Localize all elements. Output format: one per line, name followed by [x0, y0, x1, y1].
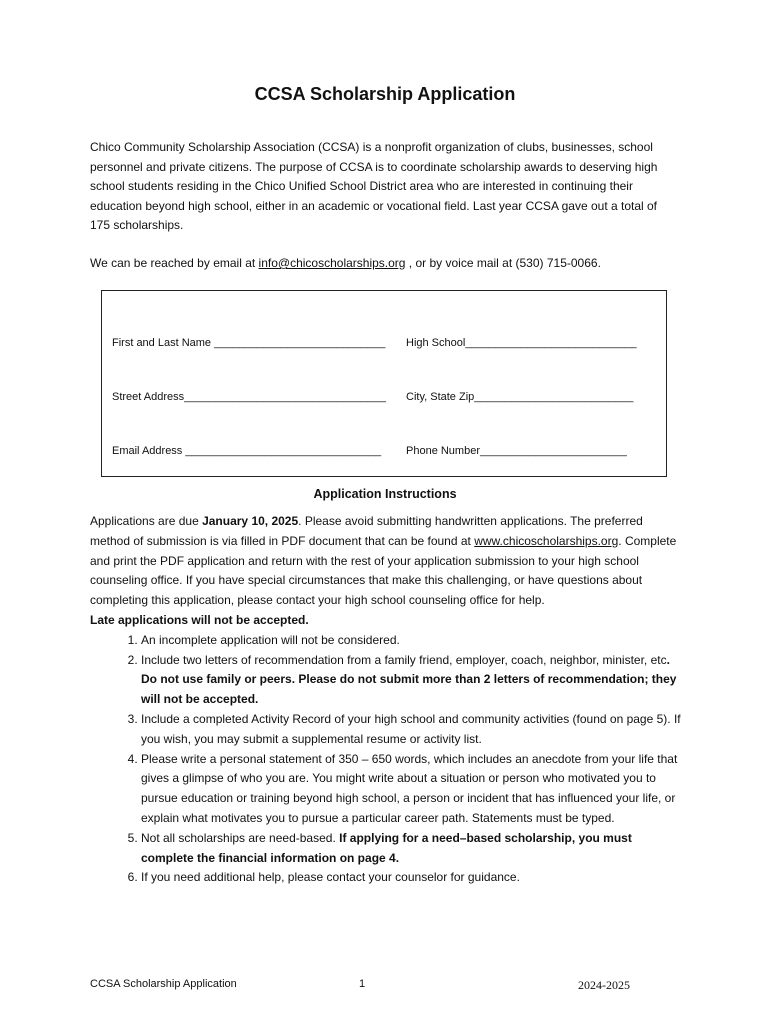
contact-paragraph [90, 254, 680, 272]
applicant-info-box [101, 290, 667, 477]
footer-year: 2024-2025 [578, 978, 630, 992]
item5-bold: If applying for a need–based scholarship, you must complete the financial information on page 4. [141, 830, 632, 865]
footer-page-number: 1 [359, 978, 366, 990]
email-address-field[interactable]: Email Address ________________________________ [112, 445, 382, 457]
item2-text: Include two letters of recommendation from a family friend, employer, coach, neighbor, minister, etc [141, 652, 667, 667]
list-item: 6. If you need additional help, please contact your counselor for guidance. [141, 868, 686, 888]
item2-bold: . Do not use family or peers. Please do not submit more than 2 letters of recommendation; they will not be accepted. [141, 652, 677, 707]
website-link[interactable]: www.chicoscholarships.org [474, 533, 619, 548]
list-item [141, 651, 686, 710]
list-item: 1. An incomplete application will not be considered. [141, 631, 686, 651]
list-item: 4. Please write a personal statement of 350 – 650 words, which includes an anecdote from your life that gives a glimpse of who you are. You might write about a situation or person who motivated you to pursue education or training beyond high school, a person or incident that has influenced your life, or explain what motivates you to pursue a particular career path. Statements must be typed. [141, 750, 686, 829]
instructions-body [90, 512, 686, 888]
email-link[interactable]: info@chicoscholarships.org [258, 256, 406, 270]
contact-suffix: , or by voice mail at (530) 715-0066. [405, 256, 601, 270]
late-notice-text: Late applications will not be accepted. [90, 612, 309, 627]
page-title: CCSA Scholarship Application [254, 84, 516, 104]
name-field[interactable]: First and Last Name ____________________________ [112, 337, 386, 349]
contact-prefix: We can be reached by email at [90, 256, 259, 270]
list-item [141, 829, 686, 869]
city-state-zip-field[interactable]: City, State Zip__________________________ [406, 391, 634, 403]
list-item: 3. Include a completed Activity Record of your high school and community activities (found on page 5). If you wish, you may submit a supplemental resume or activity list. [141, 710, 686, 750]
footer-title: CCSA Scholarship Application [90, 978, 237, 990]
intro-paragraph: Chico Community Scholarship Association (CCSA) is a nonprofit organization of clubs, businesses, school personnel and private citizens. The purpose of CCSA is to coordinate scholarship awards to deserving high school students residing in the Chico Unified School District area who are interested in continuing their education beyond high school, either in an academic or vocational field. Last year CCSA gave out a total of 175 scholarships. [90, 140, 658, 233]
instructions-paragraph [90, 512, 686, 611]
high-school-field[interactable]: High School____________________________ [406, 337, 637, 349]
instructions-list [90, 631, 686, 888]
instr-text-c: . Complete and print the PDF application and return with the rest of your application submission to your high school counseling office. If you have special circumstances that make this challenging, or have questions about completing this application, please contact your high school counseling office for help. [90, 533, 677, 608]
phone-number-field[interactable]: Phone Number________________________ [406, 445, 627, 457]
instructions-heading: Application Instructions [313, 487, 457, 501]
late-notice [90, 611, 686, 631]
instr-text-a: Applications are due [90, 514, 203, 528]
item5-text: Not all scholarships are need-based. [141, 830, 340, 845]
due-date: January 10, 2025 [202, 514, 299, 528]
street-address-field[interactable]: Street Address_________________________________ [112, 391, 387, 403]
instr-text-b: . Please avoid submitting handwritten applications. The preferred method of submission is via filled in PDF document that can be found at [90, 514, 643, 548]
